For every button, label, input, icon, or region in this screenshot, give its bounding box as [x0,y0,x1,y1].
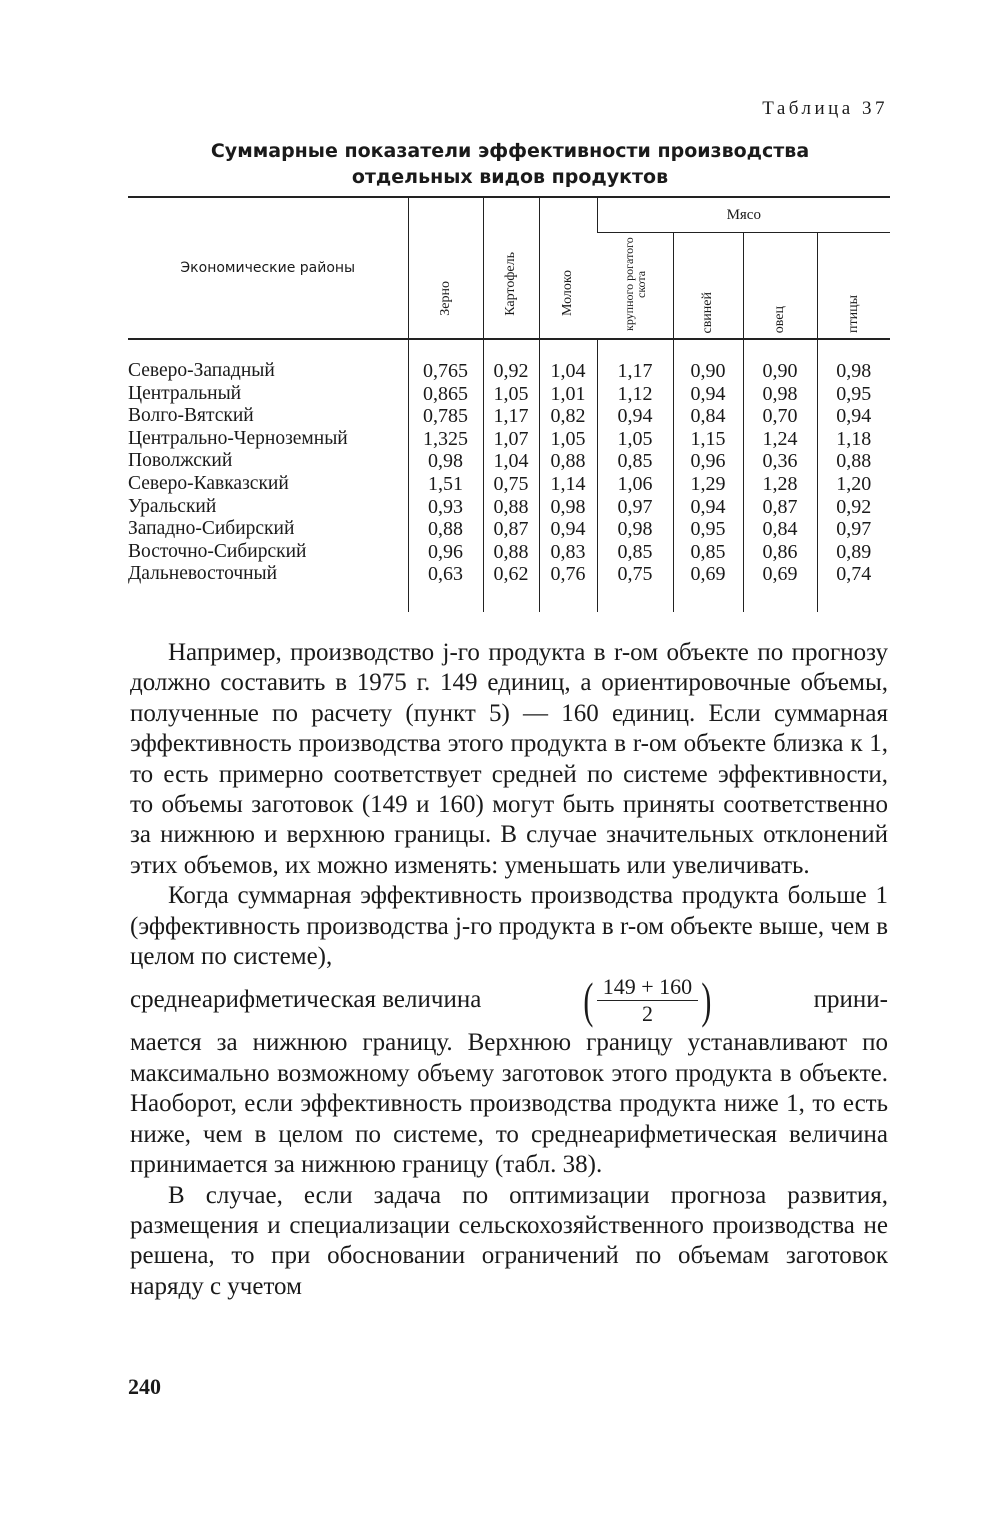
value-cell: 1,20 [817,473,890,496]
value-cell: 0,98 [743,383,817,406]
value-cell: 0,97 [817,518,890,541]
value-cell: 0,98 [408,450,483,473]
value-cell: 1,24 [743,428,817,451]
value-cell: 0,94 [673,383,743,406]
value-cell: 1,01 [539,383,597,406]
value-cell: 1,12 [597,383,673,406]
value-cell: 0,69 [673,563,743,612]
region-cell: Центрально-Черноземный [128,427,348,449]
paragraph: Когда суммарная эффективность производства продукта больше 1 (эффективность производства j-го продукта в r-ом объекте выше, чем в целом по системе), [130,882,888,971]
value-cell: 1,18 [817,428,890,451]
value-cell: 0,84 [743,518,817,541]
value-cell: 0,88 [483,541,539,564]
region-cell: Северо-Западный [128,360,275,381]
body-text [130,638,888,1302]
value-cell: 0,88 [483,496,539,519]
value-cell: 1,29 [673,473,743,496]
value-cell: 0,95 [673,518,743,541]
value-cell: 0,83 [539,541,597,564]
value-cell: 0,98 [539,496,597,519]
paragraph-continuation: мается за нижнюю границу. Верхнюю границу устанавливают по максимально возможному объему заготовок этого продукта в объекте. Наоборот, если эффективность производства продукта ниже 1, то есть ниже, чем в целом по системе, то среднеарифметическая величина принимается за нижнюю границу (табл. 38). [130,1029,888,1179]
value-cell: 0,96 [408,541,483,564]
mean-fraction: ( $\frac{149 + 160}{2}$ ) [583,972,712,1029]
value-cell: 1,14 [539,473,597,496]
value-cell: 1,04 [539,339,597,383]
table-title-line1: Суммарные показатели эффективности производства [210,140,810,162]
value-cell: 1,51 [408,473,483,496]
region-cell: Дальневосточный [128,563,278,585]
value-cell: 1,05 [597,428,673,451]
region-column-header: Экономические районы [128,197,408,339]
column-header-potato: Картофель [483,197,539,339]
table-title [130,138,890,190]
table-row [128,563,890,612]
value-cell: 0,86 [743,541,817,564]
value-cell: 1,05 [483,383,539,406]
value-cell: 1,07 [483,428,539,451]
value-cell: 0,88 [408,518,483,541]
region-cell: Поволжский [128,450,233,472]
column-header-cattle: крупного рогатого скота [597,233,673,340]
table-row [128,428,890,451]
value-cell: 0,96 [673,450,743,473]
value-cell: 0,88 [539,450,597,473]
table-label: Таблица 37 [762,98,888,119]
value-cell: 0,93 [408,496,483,519]
value-cell: 0,87 [483,518,539,541]
paragraph: В случае, если задача по оптимизации прогноза развития, размещения и специализации сельскохозяйственного производства не решена, то при обосновании ограничений по объемам заготовок наряду с учетом [130,1181,888,1300]
value-cell: 0,90 [673,339,743,383]
column-header-pigs: свиней [673,233,743,340]
region-cell: Восточно-Сибирский [128,540,307,562]
value-cell: 0,98 [597,518,673,541]
value-cell: 0,85 [673,541,743,564]
value-cell: 0,36 [743,450,817,473]
value-cell: 0,84 [673,405,743,428]
value-cell: 0,74 [817,563,890,612]
paragraph: Например, производство j-го продукта в r-ом объекте по прогнозу должно составить в 1975 г. 149 единиц, а ориентировочные объемы, полученные по расчету (пункт 5) — 160 единиц. Если суммарная эффективность производства этого продукта в r-ом объекте близка к 1, то есть примерно соответствует средней по системе эффективности, то объемы заготовок (149 и 160) могут быть приняты соответственно за нижнюю и верхнюю границы. В случае значительных отклонений этих объемов, их можно изменять: уменьшать или увеличивать. [130,639,888,879]
value-cell: 0,85 [597,450,673,473]
value-cell: 0,85 [597,541,673,564]
table-row [128,496,890,519]
value-cell: 0,97 [597,496,673,519]
column-header-milk: Молоко [539,197,597,339]
formula-line [130,972,888,1028]
value-cell: 0,62 [483,563,539,612]
meat-group-header: Мясо [597,197,890,233]
table-title-line2: отдельных видов продуктов [351,166,669,188]
formula-continuation: прини- [813,986,888,1014]
table-row [128,473,890,496]
table-row [128,383,890,406]
value-cell: 0,90 [743,339,817,383]
column-header-sheep: овец [743,233,817,340]
value-cell: 0,94 [673,496,743,519]
value-cell: 1,325 [408,428,483,451]
value-cell: 1,28 [743,473,817,496]
page-number: 240 [128,1374,161,1399]
region-cell: Центральный [128,382,242,404]
fraction-numerator: 149 + 160 [597,974,698,1001]
value-cell: 0,765 [408,339,483,383]
value-cell: 0,94 [539,518,597,541]
table-row [128,518,890,541]
value-cell: 1,17 [483,405,539,428]
formula-label: среднеарифметическая величина [130,986,482,1014]
value-cell: 0,82 [539,405,597,428]
table-row [128,405,890,428]
value-cell: 0,75 [597,563,673,612]
value-cell: 1,05 [539,428,597,451]
value-cell: 0,865 [408,383,483,406]
region-cell: Уральский [128,495,217,517]
value-cell: 0,88 [817,450,890,473]
region-cell: Западно-Сибирский [128,518,295,540]
column-header-grain: Зерно [408,197,483,339]
region-cell: Волго-Вятский [128,405,254,427]
value-cell: 1,04 [483,450,539,473]
value-cell: 1,17 [597,339,673,383]
value-cell: 0,75 [483,473,539,496]
value-cell: 1,06 [597,473,673,496]
value-cell: 0,76 [539,563,597,612]
value-cell: 0,785 [408,405,483,428]
value-cell: 0,98 [817,339,890,383]
value-cell: 0,95 [817,383,890,406]
value-cell: 0,94 [817,405,890,428]
value-cell: 0,92 [483,339,539,383]
value-cell: 1,15 [673,428,743,451]
value-cell: 0,69 [743,563,817,612]
region-cell: Северо-Кавказский [128,472,289,494]
value-cell: 0,92 [817,496,890,519]
column-header-poultry: птицы [817,233,890,340]
fraction-denominator: 2 [641,1000,653,1026]
value-cell: 0,63 [408,563,483,612]
table-row [128,541,890,564]
table-row [128,339,890,383]
efficiency-table [128,196,890,612]
value-cell: 0,89 [817,541,890,564]
value-cell: 0,87 [743,496,817,519]
value-cell: 0,94 [597,405,673,428]
table-row [128,450,890,473]
value-cell: 0,70 [743,405,817,428]
